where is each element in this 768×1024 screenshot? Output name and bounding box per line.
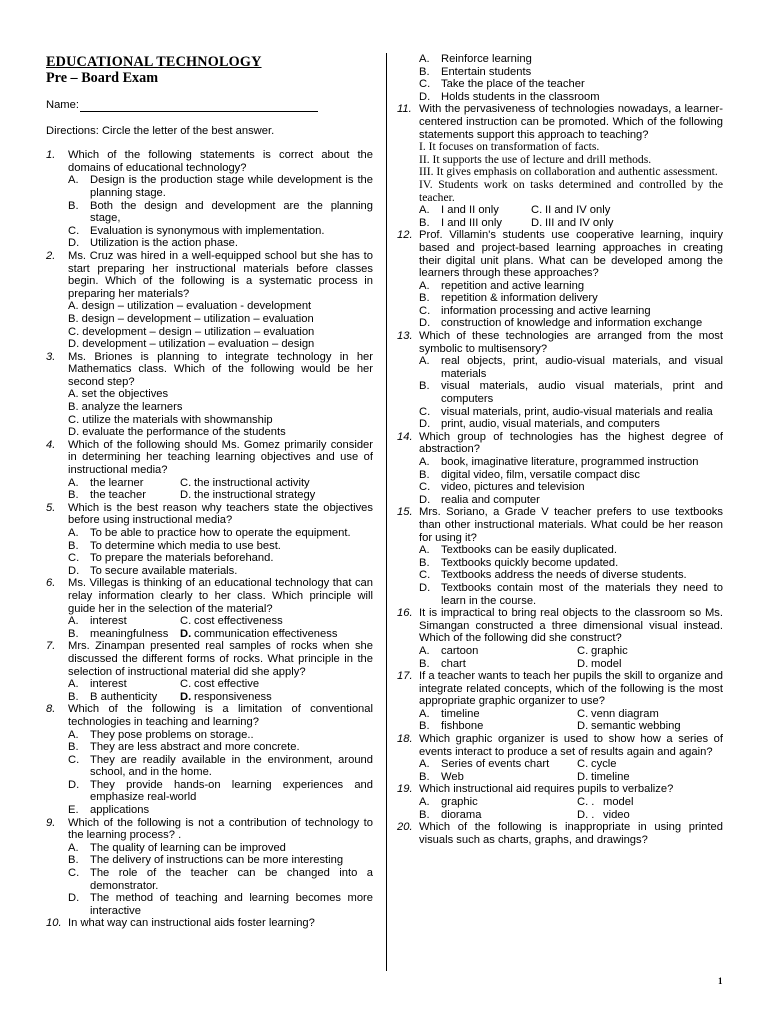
option[interactable]: C. Take the place of the teacher (419, 78, 585, 91)
question-11 (397, 103, 723, 229)
question-12 (397, 229, 723, 330)
option-row (68, 678, 373, 691)
question-14 (397, 431, 723, 507)
question-16 (397, 607, 723, 670)
option[interactable]: B. Web (419, 770, 464, 783)
option[interactable]: A. set the objectives (68, 388, 169, 401)
question-number: 10. (46, 917, 62, 930)
option[interactable]: E. applications (68, 804, 150, 817)
question-number: 13. (397, 330, 413, 343)
question-6 (46, 577, 373, 640)
question-10 (46, 917, 373, 930)
option[interactable]: C. To prepare the materials beforehand. (68, 552, 274, 565)
option[interactable]: C. the instructional activity (180, 476, 310, 489)
option[interactable]: A. The quality of learning can be improved (68, 841, 286, 854)
option[interactable]: D. responsiveness (180, 690, 272, 703)
right-column (397, 53, 723, 846)
option-row (68, 628, 373, 641)
option[interactable]: D. the instructional strategy (180, 489, 316, 502)
option[interactable]: D. print, audio, visual materials, and computers (419, 418, 660, 431)
option[interactable]: D. Utilization is the action phase. (68, 237, 239, 250)
option[interactable]: C. graphic (577, 644, 628, 657)
option[interactable]: B. I and III only (419, 216, 502, 229)
question-text: If a teacher wants to teach her pupils the skill to organize and integrate related concepts, which of the following is the most appropriate graphic organizer to use? (419, 670, 723, 708)
question-text: Which of these technologies are arranged from the most symbolic to multisensory? (419, 330, 723, 355)
question-19 (397, 783, 723, 821)
option[interactable]: A. I and II only (419, 204, 499, 217)
name-blank-line[interactable] (80, 100, 318, 112)
option[interactable]: D. evaluate the performance of the students (68, 426, 286, 439)
question-text: Which of the following is inappropriate in using printed visuals such as charts, graphs, and drawings? (419, 821, 723, 846)
question-8 (46, 703, 373, 816)
question-number: 9. (46, 816, 56, 829)
option[interactable]: D. construction of knowledge and information exchange (419, 317, 703, 330)
option[interactable]: C. development – design – utilization – evaluation (68, 325, 315, 338)
option[interactable]: D. semantic webbing (577, 720, 681, 733)
question-10-options (397, 53, 723, 103)
option[interactable]: D. model (577, 657, 622, 670)
option[interactable]: C. utilize the materials with showmanship (68, 413, 273, 426)
option-row (419, 771, 723, 784)
left-column (46, 55, 373, 930)
question-text: In what way can instructional aids foster learning? (68, 917, 315, 930)
option[interactable]: A. Series of events chart (419, 758, 550, 771)
option-row (68, 477, 373, 490)
option[interactable]: A. Textbooks can be easily duplicated. (419, 544, 617, 557)
option[interactable]: A. the learner (68, 476, 144, 489)
question-text: Which graphic organizer is used to show how a series of events interact to produce a set of results again and again? (419, 733, 723, 758)
question-text: With the pervasiveness of technologies nowadays, a learner-centered instruction can be promoted. Which of the following statements support this approach to teaching? (419, 103, 723, 141)
question-text: Which is the best reason why teachers state the objectives before using instructional media? (68, 501, 373, 527)
question-text: Ms. Cruz was hired in a well-equipped school but she has to start preparing her instructional materials before classes begin. Which of the following is a systematic process in preparing her materials? (68, 249, 373, 300)
option[interactable]: B. repetition & information delivery (419, 292, 598, 305)
question-text: Prof. Villamin's students use cooperative learning, inquiry based and project-based learning approaches in creating their digital unit plans. What can be developed among the learners through these approaches? (419, 229, 723, 280)
question-number: 19. (397, 783, 413, 796)
name-field[interactable] (46, 99, 373, 112)
option[interactable]: A. cartoon (419, 644, 479, 657)
option[interactable]: C. cycle (577, 758, 617, 771)
option[interactable]: B. B authenticity (68, 690, 158, 703)
option-row (68, 489, 373, 502)
question-number: 5. (46, 501, 56, 514)
option[interactable]: D. development – utilization – evaluation – design (68, 338, 315, 351)
question-15 (397, 506, 723, 607)
option[interactable]: A. interest (68, 615, 127, 628)
question-4 (46, 439, 373, 502)
question-text: Ms. Villegas is thinking of an educational technology that can relay information clearly to her class. Which principle will guide her in the selection of the material? (68, 577, 373, 615)
option[interactable]: C. information processing and active learning (419, 304, 651, 317)
question-20 (397, 821, 723, 846)
option[interactable]: B. design – development – utilization – evaluation (68, 312, 314, 325)
option[interactable]: B. digital video, film, versatile compact disc (419, 468, 640, 481)
question-9 (46, 817, 373, 918)
option[interactable]: B. meaningfulness (68, 627, 169, 640)
option-row (68, 691, 373, 704)
option[interactable]: B. chart (419, 657, 466, 670)
exam-subtitle: Pre – Board Exam (46, 70, 159, 86)
option-row (419, 645, 723, 658)
question-17 (397, 670, 723, 733)
option[interactable]: D. Textbooks contain most of the materials they need to learn in the course. (419, 581, 723, 607)
option[interactable]: A. They pose problems on storage.. (68, 728, 254, 741)
option[interactable]: A. To be able to practice how to operate the equipment. (68, 527, 351, 539)
question-number: 18. (397, 733, 413, 746)
option[interactable]: D. III and IV only (531, 216, 614, 229)
question-13 (397, 330, 723, 431)
option-row (419, 658, 723, 671)
option[interactable]: D. . video (577, 808, 630, 821)
option[interactable]: C. They are readily available in the environment, around school, and in the home. (68, 753, 373, 779)
statement: I. It focuses on transformation of facts. (419, 140, 600, 154)
option[interactable]: C. cost effective (180, 678, 260, 691)
question-number: 8. (46, 703, 56, 716)
statement: IV. Students work on tasks determined and controlled by the teacher. (419, 177, 723, 204)
option-row (68, 615, 373, 628)
question-number: 16. (397, 607, 413, 620)
option[interactable]: C. Evaluation is synonymous with implementation. (68, 224, 325, 237)
option[interactable]: B. To determine which media to use best. (68, 539, 281, 552)
option-row (419, 758, 723, 771)
option[interactable]: C. II and IV only (531, 204, 611, 217)
question-number: 17. (397, 670, 413, 683)
question-text: Ms. Briones is planning to integrate technology in her Mathematics class. Which of the following would be her second step? (68, 350, 373, 388)
question-number: 14. (397, 430, 413, 443)
option[interactable]: C. . model (577, 796, 634, 809)
option[interactable]: B. Entertain students (419, 65, 532, 78)
option[interactable]: A. real objects, print, audio-visual materials, and visual materials (419, 355, 723, 380)
statement: III. It gives emphasis on collaboration and authentic assessment. (419, 165, 718, 179)
statement: II. It supports the use of lecture and drill methods. (419, 152, 652, 166)
option[interactable]: B. analyze the learners (68, 401, 183, 414)
option[interactable]: A. book, imaginative literature, programmed instruction (419, 456, 699, 468)
exam-title: EDUCATIONAL TECHNOLOGY (46, 54, 262, 70)
option[interactable]: D. To secure available materials. (68, 564, 238, 577)
question-number: 6. (46, 577, 56, 590)
question-text: Which of the following should Ms. Gomez primarily consider in determining her teaching learning objectives and use of instructional media? (68, 438, 373, 477)
option[interactable]: A. Design is the production stage while development is the planning stage. (68, 174, 373, 199)
option[interactable]: A. design – utilization – evaluation - development (68, 300, 312, 313)
option-row (419, 720, 723, 733)
option[interactable]: D. Holds students in the classroom (419, 90, 600, 103)
option-row (419, 217, 723, 230)
question-number: 15. (397, 506, 413, 519)
option-row (419, 809, 723, 822)
question-number: 11. (397, 103, 412, 116)
question-number: 2. (46, 249, 56, 262)
option[interactable]: A. timeline (419, 707, 480, 720)
option[interactable]: B. They are less abstract and more concrete. (68, 741, 300, 754)
question-text: Mrs. Soriano, a Grade V teacher prefers to use textbooks than other instructional materials. What could be her reason for using it? (419, 506, 723, 544)
directions: Directions: Circle the letter of the best answer. (46, 124, 275, 137)
option[interactable]: B. the teacher (68, 489, 146, 502)
question-text: Which of the following is not a contribution of technology to the learning process? . (68, 816, 373, 842)
option[interactable]: B. diorama (419, 808, 482, 821)
question-number: 1. (46, 149, 56, 162)
page-number: 1 (718, 976, 723, 986)
option[interactable]: B. Both the design and development are the planning stage, (68, 199, 373, 225)
option[interactable]: A. interest (68, 678, 127, 691)
option[interactable]: C. Textbooks address the needs of diverse students. (419, 569, 687, 582)
question-text: Which of the following is a limitation of conventional technologies in teaching and learning? (68, 703, 373, 728)
option[interactable]: C. venn diagram (577, 707, 659, 720)
option[interactable]: D. The method of teaching and learning becomes more interactive (68, 892, 373, 917)
question-number: 3. (46, 350, 56, 363)
option[interactable]: A. graphic (419, 796, 478, 809)
question-7 (46, 640, 373, 703)
question-18 (397, 733, 723, 783)
option[interactable]: D. communication effectiveness (180, 627, 338, 640)
option[interactable]: C. cost effectiveness (180, 615, 283, 628)
option[interactable]: B. visual materials, audio visual materials, print and computers (419, 380, 723, 406)
option[interactable]: A. repetition and active learning (419, 279, 585, 292)
question-number: 7. (46, 640, 56, 653)
option[interactable]: C. The role of the teacher can be changed into a demonstrator. (68, 867, 373, 892)
option[interactable]: D. They provide hands-on learning experiences and emphasize real-world (68, 778, 373, 804)
option-row (419, 708, 723, 721)
option-row (419, 204, 723, 217)
option[interactable]: B. The delivery of instructions can be more interesting (68, 854, 344, 867)
question-5 (46, 502, 373, 578)
question-text: It is impractical to bring real objects to the classroom so Ms. Simangan constructed a three dimensional visual instead. Which of the following did she construct? (419, 607, 723, 645)
question-3 (46, 351, 373, 439)
question-number: 20. (397, 821, 413, 834)
name-label: Name: (46, 99, 79, 111)
option[interactable]: A. Reinforce learning (419, 53, 532, 65)
option[interactable]: C. video, pictures and television (419, 481, 585, 494)
option[interactable]: C. visual materials, print, audio-visual materials and realia (419, 405, 713, 418)
option[interactable]: B. fishbone (419, 720, 484, 733)
option[interactable]: D. realia and computer (419, 493, 540, 506)
question-text: Mrs. Zinampan presented real samples of rocks when she discussed the different forms of rocks. What principle in the selection of instructional material did she apply? (68, 640, 373, 678)
column-divider (386, 53, 387, 971)
question-text: Which group of technologies has the highest degree of abstraction? (419, 430, 723, 456)
option[interactable]: D. timeline (577, 770, 630, 783)
question-text: Which of the following statements is correct about the domains of educational technology? (68, 149, 373, 174)
question-text: Which instructional aid requires pupils to verbalize? (419, 783, 674, 796)
question-number: 4. (46, 438, 56, 451)
option-row (419, 796, 723, 809)
question-1 (46, 149, 373, 250)
question-2 (46, 250, 373, 351)
question-number: 12. (397, 229, 413, 242)
option[interactable]: B. Textbooks quickly become updated. (419, 556, 619, 569)
